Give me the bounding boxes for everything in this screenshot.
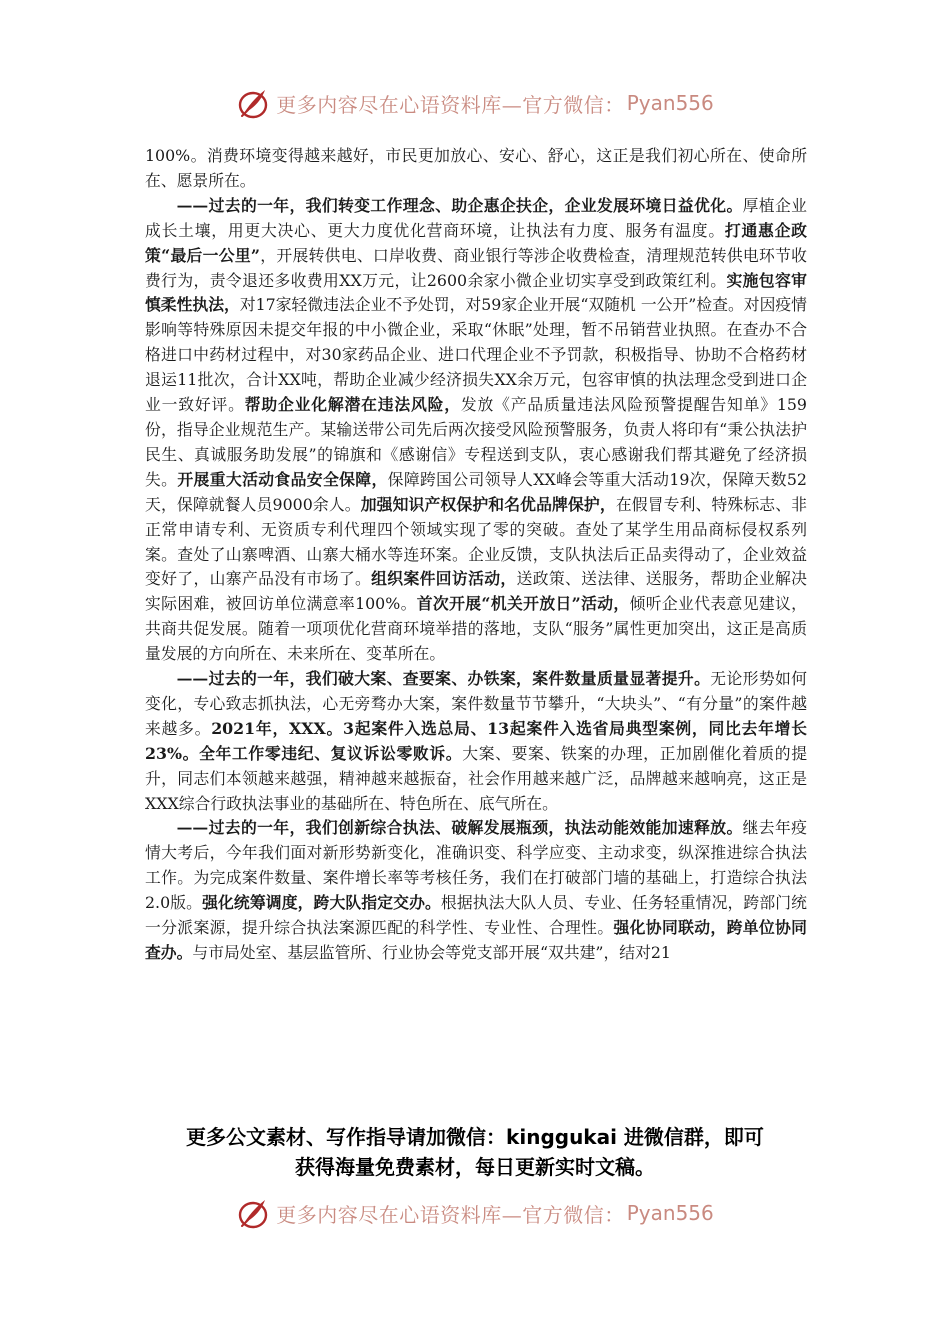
bold-text-run: 强化协同联动，跨单位协同查办。 <box>145 918 807 962</box>
footer-watermark-banner <box>0 1193 950 1233</box>
bold-text-run: 强化统筹调度，跨大队指定交办。 <box>202 893 441 913</box>
bold-text-run: 加强知识产权保护和名优品牌保护， <box>360 494 616 514</box>
body-paragraph <box>145 816 807 965</box>
document-body <box>145 144 807 1116</box>
body-paragraph <box>145 194 807 667</box>
bold-text-run: ——过去的一年，我们创新综合执法、破解发展瓶颈，执法动能效能加速释放。 <box>176 818 743 838</box>
text-run: 继去年疫情大考后，今年我们面对新形势新变化，准确识变、科学应变、主动求变，纵深推进综合执法工作。为完成案件数量、案件增长率等考核任务，我们在打破部门墙的基础上，打造综合执法2.0版。 <box>145 818 807 913</box>
bold-text-run: 首次开展“机关开放日”活动， <box>416 594 630 614</box>
text-run: ，开展转供电、口岸收费、商业银行等涉企收费检查，清理规范转供电环节收费行为，责令退还多收费用XX万元，让2600余家小微企业切实享受到政策红利。 <box>145 245 807 290</box>
text-run: 与市局处室、基层监管所、行业协会等党支部开展“双共建”，结对21 <box>192 943 671 962</box>
bold-text-run: 帮助企业化解潜在违法风险， <box>244 395 461 415</box>
text-run: 发放《产品质量违法风险预警提醒告知单》159份，指导企业规范生产。某输送带公司先后两次接受风险预警服务，负责人将印有“秉公执法护民生、真诚服务助发展”的锦旗和《感谢信》专程送到支队，衷心感谢我们帮其避免了经济损失。 <box>145 395 807 489</box>
body-paragraph <box>145 144 807 194</box>
text-run: 在假冒专利、特殊标志、非正常申请专利、无资质专利代理四个领域实现了零的突破。查处了某学生用品商标侵权系列案。查处了山寨啤酒、山寨大桶水等连环案。企业反馈，支队执法后正品卖得动了，企业效益变好了，山寨产品没有市场了。 <box>145 494 807 589</box>
text-run: 100%。消费环境变得越来越好，市民更加放心、安心、舒心，这正是我们初心所在、使命所在、愿景所在。 <box>145 146 807 190</box>
banner-text: 更多内容尽在心语资料库—官方微信： <box>276 92 625 117</box>
bold-text-run: 实施包容审慎柔性执法， <box>145 270 807 315</box>
bold-text-run: ——过去的一年，我们破大案、查要案、办铁案，案件数量质量显著提升。 <box>176 669 711 689</box>
body-paragraph <box>145 667 807 816</box>
quill-logo-icon <box>236 1196 270 1230</box>
text-run: 厚植企业成长土壤，用更大决心、更大力度优化营商环境，让执法有力度、服务有温度。 <box>145 195 807 240</box>
banner-wechat-id: Pyan556 <box>626 1201 714 1225</box>
banner-text: 更多内容尽在心语资料库—官方微信： <box>276 1202 625 1227</box>
banner-wechat-id: Pyan556 <box>626 91 714 115</box>
text-run: 根据执法大队人员、专业、任务轻重情况，跨部门统一分派案源，提升综合执法案源匹配的科学性、专业性、合理性。 <box>145 893 807 938</box>
footer-notice-line-2: 获得海量免费素材，每日更新实时文稿。 <box>295 1155 655 1179</box>
header-watermark-banner <box>0 83 950 123</box>
footer-notice <box>120 1122 830 1182</box>
footer-notice-line-1: 更多公文素材、写作指导请加微信：kinggukai 进微信群，即可 <box>186 1125 764 1149</box>
text-run: 倾听企业代表意见建议，共商共促发展。随着一项项优化营商环境举措的落地，支队“服务”属性更加突出，这正是高质量发展的方向所在、未来所在、变革所在。 <box>145 594 807 664</box>
bold-text-run: 打通惠企政策“最后一公里” <box>145 220 807 265</box>
bold-text-run: 组织案件回访活动， <box>371 569 517 589</box>
text-run: 大案、要案、铁案的办理，正加剧催化着质的提升，同志们本领越来越强，精神越来越振奋，社会作用越来越广泛，品牌越来越响亮，这正是XXX综合行政执法事业的基础所在、特色所在、底气所在。 <box>145 743 807 813</box>
bold-text-run: 2021年，XXX。3起案件入选总局、13起案件入选省局典型案例，同比去年增长23%。全年工作零违纪、复议诉讼零败诉。 <box>145 718 807 763</box>
quill-logo-icon <box>236 86 270 120</box>
text-run: 对17家轻微违法企业不予处罚，对59家企业开展“双随机 一公开”检查。对因疫情影响等特殊原因未提交年报的中小微企业，采取“休眠”处理，暂不吊销营业执照。在查办不合格进口中药材过程中，对30家药品企业、进口代理企业不予罚款，积极指导、协助不合格药材退运11批次，合计XX吨，帮助企业减少经济损失XX余万元，包容审慎的执法理念受到进口企业一致好评。 <box>145 295 807 415</box>
text-run: 保障跨国公司领导人XX峰会等重大活动19次，保障天数52天，保障就餐人员9000余人。 <box>145 469 807 514</box>
bold-text-run: 开展重大活动食品安全保障， <box>177 469 388 489</box>
text-run: 送政策、送法律、送服务，帮助企业解决实际困难，被回访单位满意率100%。 <box>145 569 807 614</box>
text-run: 无论形势如何变化，专心致志抓执法，心无旁骛办大案，案件数量节节攀升，“大块头”、“有分量”的案件越来越多。 <box>145 669 807 738</box>
bold-text-run: ——过去的一年，我们转变工作理念、助企惠企扶企，企业发展环境日益优化。 <box>176 195 743 215</box>
